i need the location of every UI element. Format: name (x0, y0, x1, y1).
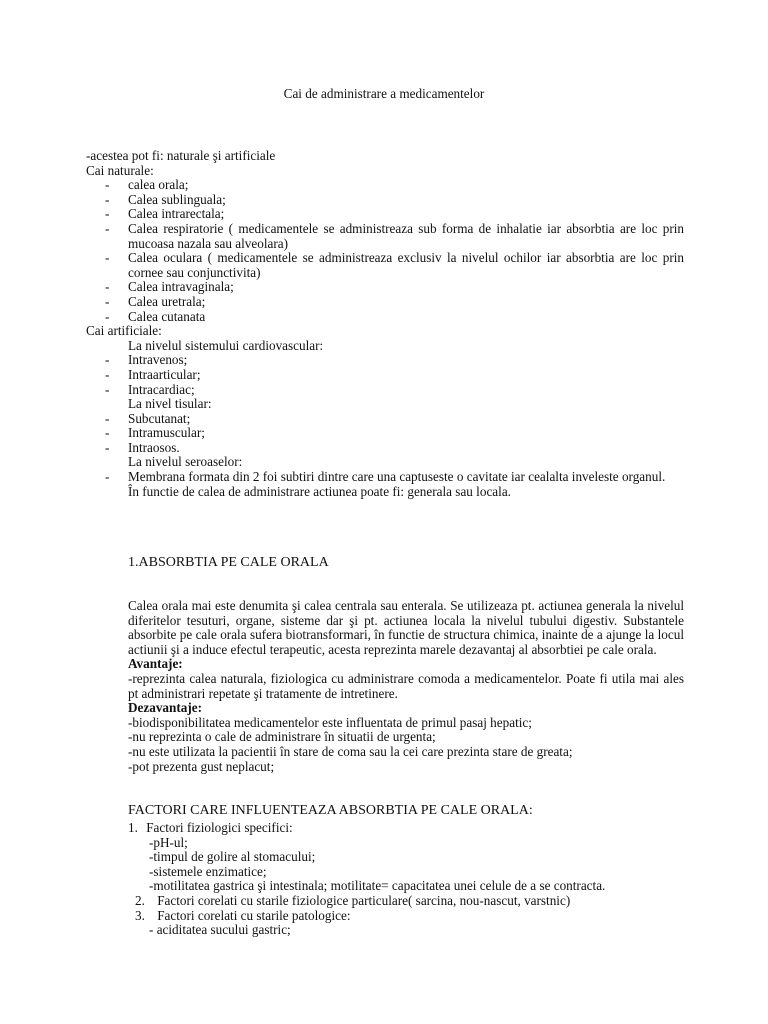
list-item: -timpul de golire al stomacului; (149, 849, 316, 865)
list-item: -sistemele enzimatice; (149, 863, 267, 879)
factor-label: Factori corelati cu starile patologice: (157, 907, 351, 923)
list-item: - Calea intravaginala; (105, 279, 234, 295)
list-item: -nu este utilizata la pacientii în stare de coma sau la cei care prezinta stare de greata; (128, 743, 573, 759)
list-item: - calea orala; (105, 177, 189, 193)
list-item: -motilitatea gastrica şi intestinala; motilitate= capacitatea unei celule de a se contracta. (149, 878, 606, 894)
list-item: -pot prezenta gust neplacut; (128, 758, 275, 774)
list-item: - Calea respiratorie ( medicamentele se administreaza sub forma de inhalatie iar absorbtia are loc prin mucoasa nazala sau alveolara) (105, 220, 684, 251)
factor-3 (128, 909, 684, 924)
list-item: - Intramuscular; (105, 425, 205, 441)
advantages-text: -reprezinta calea naturala, fiziologica cu administrare comoda a medicamentelor. Poate fi utila mai ales pt administrari repetate şi tratamente de intretinere. (128, 670, 684, 701)
disadvantages-label: Dezavantaje: (128, 700, 202, 716)
list-item: - Calea uretrala; (105, 293, 206, 309)
cardio-heading: La nivelul sistemului cardiovascular: (128, 337, 324, 353)
factor-2 (128, 894, 684, 909)
list-item: - Calea sublinguala; (105, 191, 226, 207)
factor-number: 2. (135, 892, 145, 908)
seroase-heading: La nivelul seroaselor: (128, 454, 243, 470)
advantages-label: Avantaje: (128, 656, 183, 672)
factor-1 (128, 821, 684, 836)
factor-label: Factori corelati cu starile fiziologice particulare( sarcina, nou-nascut, varstnic) (157, 892, 571, 908)
section-body (128, 599, 684, 774)
list-item: -biodisponibilitatea medicamentelor este influentata de primul pasaj hepatic; (128, 714, 532, 730)
artificial-heading: Cai artificiale: (86, 323, 162, 339)
factor-number: 1. (128, 820, 138, 835)
factor-label: Factori fiziologici specifici: (146, 820, 293, 835)
document-title: Cai de administrare a medicamentelor (283, 86, 485, 101)
section-heading: 1.ABSORBTIA PE CALE ORALA (128, 555, 329, 570)
list-item: - Calea oculara ( medicamentele se administreaza exclusiv la nivelul ochilor iar absorbtia are loc prin cornee sau conjunctivita) (105, 250, 684, 280)
list-item: - Membrana formata din 2 foi subtiri dintre care una captuseste o cavitate iar cealalta inveleste organul. (105, 469, 666, 485)
action-note: În functie de calea de administrare actiunea poate fi: generala sau locala. (128, 483, 511, 499)
intro-line: -acestea pot fi: naturale şi artificiale (86, 148, 276, 163)
list-item: - Calea intrarectala; (105, 206, 225, 222)
factor-number: 3. (135, 907, 145, 923)
tisular-heading: La nivel tisular: (128, 396, 212, 412)
list-item: - Calea cutanata (105, 308, 206, 324)
section-paragraph: Calea orala mai este denumita şi calea centrala sau enterala. Se utilizeaza pt. actiunea generala la nivelul diferitelor tesuturi, organe, sisteme dar şi pt. actiunea locala la nivelul tubului digestiv. Substantele absorbite pe cale orala sufera biotransformari, în functie de structura chimica, inainte de a ajunge la locul actiunii şi a induce efectul terapeutic, acesta reprezinta marele dezavantaj al absorbtiei pe cale orala. (128, 598, 684, 657)
list-item: - Subcutanat; (105, 410, 191, 426)
list-item: - Intraosos. (105, 439, 180, 455)
list-item: - aciditatea sucului gastric; (149, 922, 291, 938)
factors-heading: FACTORI CARE INFLUENTEAZA ABSORBTIA PE CALE ORALA: (128, 803, 533, 818)
factors-body (128, 821, 684, 938)
natural-heading: Cai naturale: (86, 162, 154, 178)
list-item: -pH-ul; (149, 834, 188, 850)
list-item: -nu reprezinta o cale de administrare în situatii de urgenta; (128, 729, 436, 745)
list-item: - Intracardiac; (105, 381, 195, 397)
classification-block (86, 149, 684, 499)
list-item: - Intravenos; (105, 352, 188, 368)
list-item: - Intraarticular; (105, 366, 201, 382)
